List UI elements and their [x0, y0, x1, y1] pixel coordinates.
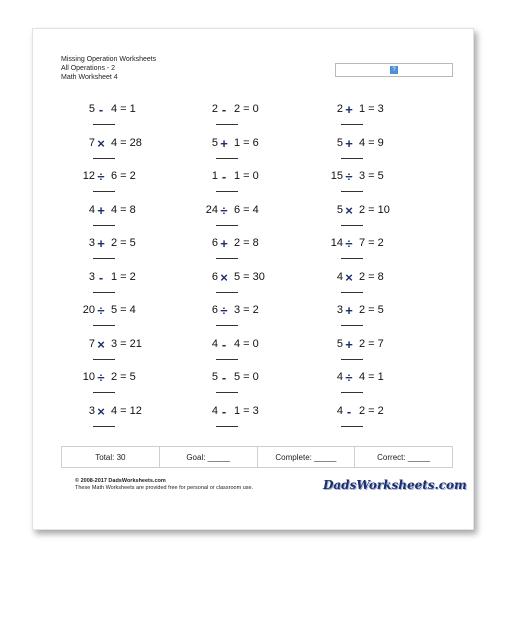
answer-line[interactable]	[216, 124, 238, 125]
operator-symbol: +	[97, 236, 105, 251]
operator-symbol: -	[221, 169, 227, 184]
total-label: Total: 30	[62, 447, 160, 467]
usage-note: These Math Worksheets are provided free for personal or classroom use.	[75, 485, 254, 491]
second-operand-and-result: 2 = 5	[111, 237, 136, 249]
operator-symbol: ÷	[345, 370, 353, 385]
problem-item	[65, 137, 175, 157]
problem-item	[65, 271, 175, 291]
copyright-line: © 2008-2017 DadsWorksheets.com	[75, 478, 166, 484]
problem-item	[188, 170, 298, 190]
operator-symbol: +	[220, 135, 228, 151]
problem-item	[313, 271, 423, 291]
second-operand-and-result: 4 = 12	[111, 404, 142, 417]
problem-item	[188, 137, 298, 157]
first-operand: 5	[336, 203, 343, 216]
operator-symbol: -	[221, 336, 227, 352]
answer-line[interactable]	[341, 325, 363, 326]
first-operand: 12	[82, 170, 95, 182]
operator-symbol: ÷	[345, 169, 353, 184]
first-operand: 6	[211, 304, 218, 316]
operator-symbol: ×	[220, 269, 228, 285]
second-operand-and-result: 6 = 4	[234, 203, 259, 216]
operator-symbol: ×	[97, 135, 105, 151]
first-operand: 5	[211, 371, 218, 383]
second-operand-and-result: 2 = 8	[359, 270, 384, 283]
first-operand: 7	[88, 136, 95, 149]
answer-line[interactable]	[216, 392, 238, 393]
first-operand: 4	[211, 337, 218, 350]
second-operand-and-result: 2 = 7	[359, 337, 384, 350]
operator-symbol: +	[220, 236, 228, 251]
first-operand: 4	[336, 371, 343, 383]
first-operand: 5	[336, 337, 343, 350]
answer-line[interactable]	[93, 325, 115, 326]
first-operand: 3	[88, 237, 95, 249]
first-operand: 14	[330, 237, 343, 249]
answer-line[interactable]	[93, 392, 115, 393]
first-operand: 5	[88, 103, 95, 115]
problem-item	[313, 204, 423, 224]
answer-line[interactable]	[93, 158, 115, 159]
answer-line[interactable]	[341, 292, 363, 293]
worksheet-page	[32, 28, 474, 530]
problem-item	[313, 103, 423, 123]
answer-key-icon[interactable]: ?	[390, 66, 398, 74]
operator-symbol: ÷	[345, 236, 353, 251]
problem-item	[65, 103, 175, 123]
second-operand-and-result: 1 = 2	[111, 270, 136, 283]
operator-symbol: +	[345, 336, 353, 352]
second-operand-and-result: 1 = 6	[234, 136, 259, 149]
answer-line[interactable]	[216, 191, 238, 192]
first-operand: 10	[82, 371, 95, 383]
second-operand-and-result: 4 = 0	[234, 337, 259, 350]
second-operand-and-result: 2 = 0	[234, 103, 259, 115]
problem-item	[65, 170, 175, 190]
problem-item	[313, 405, 423, 425]
first-operand: 4	[336, 270, 343, 283]
problem-item	[188, 405, 298, 425]
second-operand-and-result: 1 = 3	[234, 404, 259, 417]
second-operand-and-result: 6 = 2	[111, 170, 136, 182]
second-operand-and-result: 5 = 30	[234, 270, 265, 283]
second-operand-and-result: 5 = 4	[111, 304, 136, 316]
first-operand: 20	[82, 304, 95, 316]
operator-symbol: ÷	[220, 202, 228, 218]
operator-symbol: ÷	[97, 370, 105, 385]
operator-symbol: ×	[345, 269, 353, 285]
operator-symbol: ×	[97, 336, 105, 352]
first-operand: 1	[211, 170, 218, 182]
answer-line[interactable]	[341, 258, 363, 259]
operator-symbol: -	[98, 102, 104, 117]
second-operand-and-result: 1 = 3	[359, 103, 384, 115]
first-operand: 2	[336, 103, 343, 115]
operator-symbol: ×	[97, 403, 105, 419]
problem-item	[65, 371, 175, 391]
first-operand: 3	[88, 270, 95, 283]
problem-item	[188, 271, 298, 291]
worksheet-header	[61, 55, 156, 82]
operator-symbol: -	[98, 269, 104, 285]
operator-symbol: ×	[345, 202, 353, 218]
problem-item	[65, 237, 175, 257]
answer-line[interactable]	[341, 359, 363, 360]
answer-line[interactable]	[341, 191, 363, 192]
answer-line[interactable]	[93, 191, 115, 192]
problem-item	[65, 405, 175, 425]
answer-line[interactable]	[93, 359, 115, 360]
answer-line[interactable]	[93, 258, 115, 259]
problem-item	[65, 204, 175, 224]
problem-item	[188, 371, 298, 391]
second-operand-and-result: 2 = 8	[234, 237, 259, 249]
correct-field[interactable]: Correct: _____	[377, 452, 431, 462]
second-operand-and-result: 3 = 21	[111, 337, 142, 350]
operator-symbol: ÷	[220, 303, 228, 318]
operator-symbol: -	[221, 102, 227, 117]
answer-line[interactable]	[216, 258, 238, 259]
operator-symbol: +	[345, 135, 353, 151]
first-operand: 3	[88, 404, 95, 417]
problem-item	[313, 137, 423, 157]
answer-line[interactable]	[216, 325, 238, 326]
second-operand-and-result: 2 = 2	[359, 404, 384, 417]
problem-item	[313, 237, 423, 257]
first-operand: 24	[205, 203, 218, 216]
dadsworksheets-logo[interactable]: DadsWorksheets.com	[323, 478, 467, 492]
first-operand: 6	[211, 237, 218, 249]
second-operand-and-result: 4 = 28	[111, 136, 142, 149]
operator-symbol: -	[346, 403, 352, 419]
problem-item	[313, 371, 423, 391]
second-operand-and-result: 5 = 0	[234, 371, 259, 383]
problem-item	[188, 103, 298, 123]
second-operand-and-result: 7 = 2	[359, 237, 384, 249]
answer-line[interactable]	[93, 225, 115, 226]
first-operand: 15	[330, 170, 343, 182]
second-operand-and-result: 4 = 1	[111, 103, 136, 115]
answer-line[interactable]	[341, 158, 363, 159]
worksheet-title: Missing Operation Worksheets	[61, 56, 157, 63]
goal-field[interactable]: Goal: _____	[160, 447, 258, 467]
operator-symbol: -	[221, 370, 227, 385]
problem-item	[188, 204, 298, 224]
first-operand: 5	[336, 136, 343, 149]
second-operand-and-result: 4 = 9	[359, 136, 384, 149]
answer-line[interactable]	[93, 292, 115, 293]
problem-item	[188, 338, 298, 358]
answer-line[interactable]	[93, 124, 115, 125]
operator-symbol: -	[221, 403, 227, 419]
operator-symbol: ÷	[97, 169, 105, 184]
answer-line[interactable]	[341, 124, 363, 125]
answer-line[interactable]	[341, 426, 363, 427]
worksheet-subtitle: All Operations - 2	[61, 65, 116, 72]
operator-symbol: +	[345, 102, 353, 117]
first-operand: 5	[211, 136, 218, 149]
answer-line[interactable]	[216, 292, 238, 293]
worksheet-number: Math Worksheet 4	[61, 74, 118, 81]
problem-item	[313, 170, 423, 190]
second-operand-and-result: 2 = 10	[359, 203, 390, 216]
second-operand-and-result: 2 = 5	[111, 371, 136, 383]
first-operand: 7	[88, 337, 95, 350]
complete-field[interactable]: Complete: _____	[258, 447, 356, 467]
second-operand-and-result: 3 = 2	[234, 304, 259, 316]
problem-item	[188, 304, 298, 324]
answer-line[interactable]	[216, 158, 238, 159]
second-operand-and-result: 2 = 5	[359, 304, 384, 316]
answer-line[interactable]	[216, 426, 238, 427]
second-operand-and-result: 4 = 1	[359, 371, 384, 383]
answer-line[interactable]	[216, 359, 238, 360]
answer-line[interactable]	[93, 426, 115, 427]
copyright-notice	[75, 478, 253, 492]
problem-item	[188, 237, 298, 257]
problem-item	[313, 338, 423, 358]
name-field[interactable]	[335, 63, 453, 77]
answer-line[interactable]	[341, 225, 363, 226]
first-operand: 3	[336, 304, 343, 316]
problem-item	[65, 304, 175, 324]
score-footer	[61, 446, 453, 468]
problem-item	[65, 338, 175, 358]
second-operand-and-result: 4 = 8	[111, 203, 136, 216]
first-operand: 4	[88, 203, 95, 216]
second-operand-and-result: 3 = 5	[359, 170, 384, 182]
problem-item	[313, 304, 423, 324]
first-operand: 6	[211, 270, 218, 283]
second-operand-and-result: 1 = 0	[234, 170, 259, 182]
operator-symbol: +	[345, 303, 353, 318]
answer-line[interactable]	[341, 392, 363, 393]
answer-line[interactable]	[216, 225, 238, 226]
operator-symbol: ÷	[97, 303, 105, 318]
first-operand: 4	[336, 404, 343, 417]
first-operand: 2	[211, 103, 218, 115]
operator-symbol: +	[97, 202, 105, 218]
first-operand: 4	[211, 404, 218, 417]
